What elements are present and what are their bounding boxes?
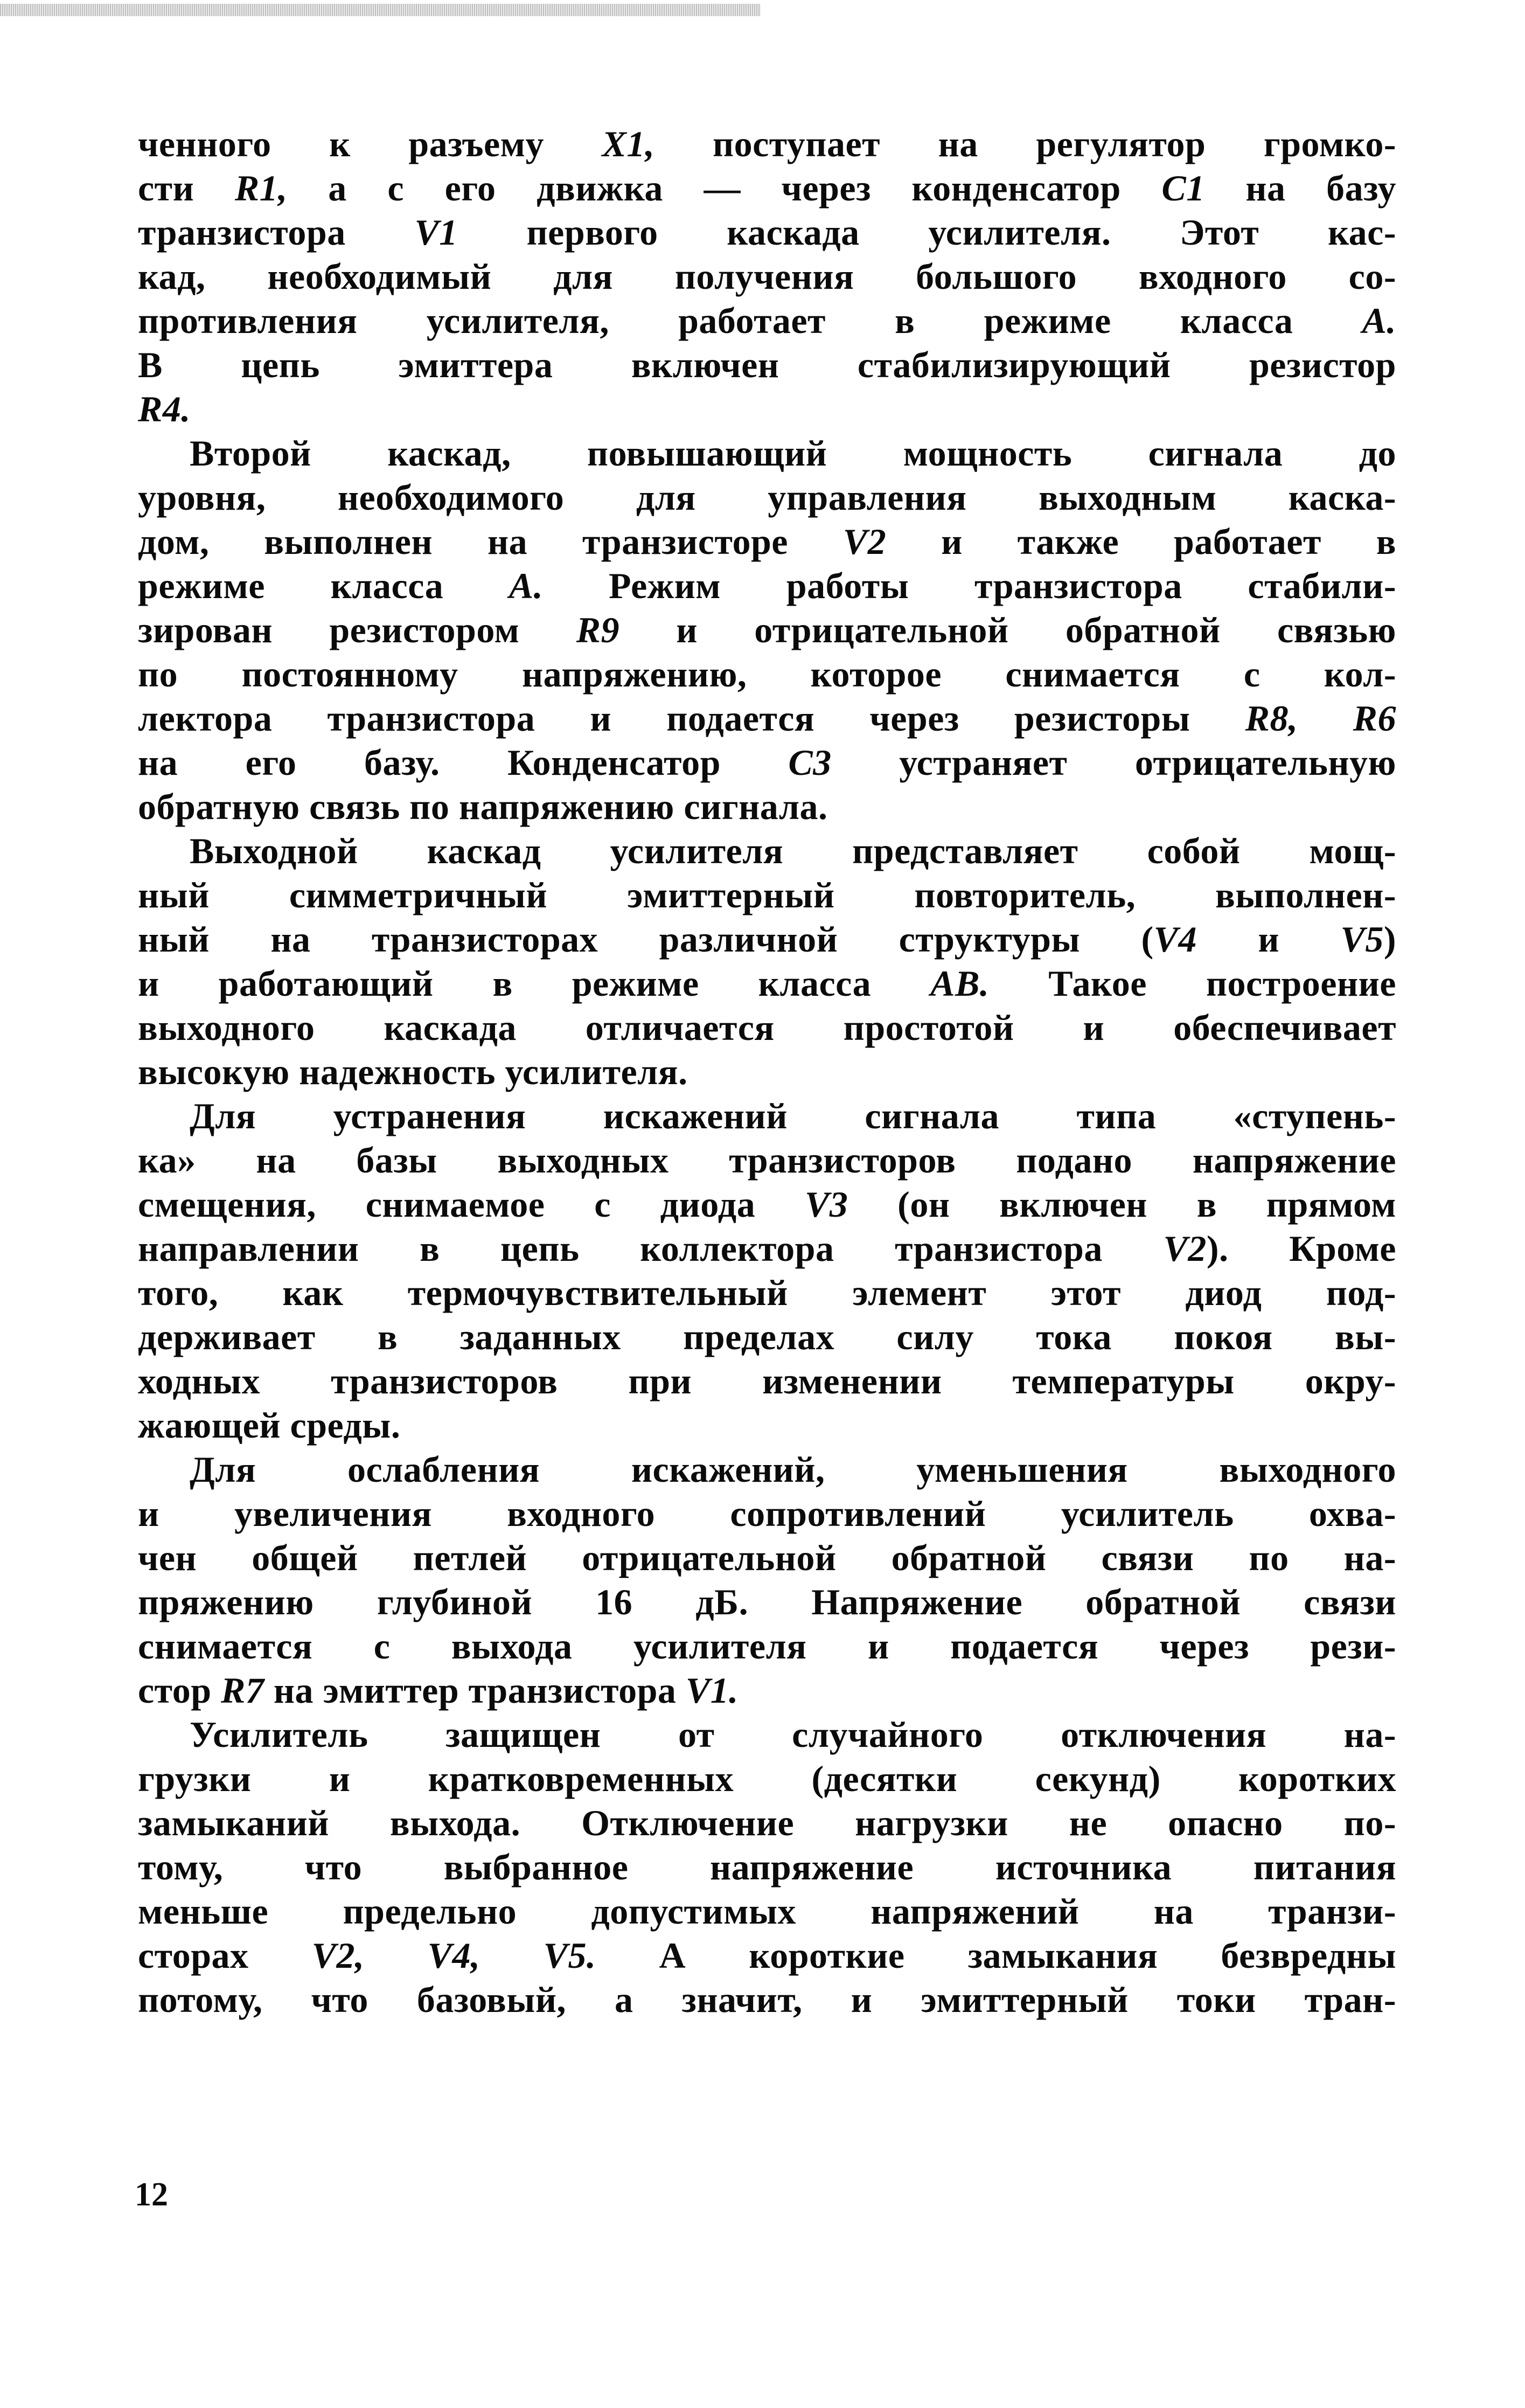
component-designator: V2 bbox=[1163, 1228, 1207, 1269]
text-run: ) bbox=[1383, 919, 1396, 960]
page-number: 12 bbox=[135, 2176, 168, 2213]
text-run: а с его движка — через конденсатор bbox=[287, 168, 1162, 209]
text-line bbox=[138, 696, 1396, 740]
text-run: и работающий в режиме класса bbox=[138, 963, 931, 1004]
text-line bbox=[138, 1050, 1396, 1094]
paragraph bbox=[138, 1712, 1396, 2022]
text-line bbox=[138, 1977, 1396, 2022]
text-run: выходного каскада отличается простотой и обеспечивает bbox=[138, 1007, 1396, 1048]
text-run: на базу bbox=[1204, 168, 1396, 209]
text-line bbox=[138, 1182, 1396, 1226]
text-run: поступает на регулятор громко- bbox=[654, 123, 1396, 164]
text-run: смещения, снимаемое с диода bbox=[138, 1184, 805, 1225]
text-line bbox=[138, 254, 1396, 299]
text-run: стор bbox=[138, 1670, 221, 1711]
text-run: и также работает в bbox=[886, 521, 1396, 562]
text-run: сти bbox=[138, 168, 235, 209]
text-line bbox=[138, 961, 1396, 1005]
text-line bbox=[138, 210, 1396, 254]
text-run: и отрицательной обратной связью bbox=[619, 609, 1396, 650]
text-run: Для устранения искажений сигнала типа «ступень- bbox=[190, 1095, 1396, 1136]
component-designator: C3 bbox=[788, 742, 832, 783]
text-line bbox=[138, 652, 1396, 696]
paragraph bbox=[138, 1094, 1396, 1447]
paragraph bbox=[138, 431, 1396, 829]
text-run: транзистора bbox=[138, 212, 415, 253]
text-line bbox=[138, 166, 1396, 210]
text-line bbox=[138, 785, 1396, 829]
text-run: Такое построение bbox=[989, 963, 1396, 1004]
text-line bbox=[138, 475, 1396, 519]
text-run: ный симметричный эмиттерный повторитель, выполнен- bbox=[138, 875, 1396, 915]
text-run: и bbox=[1197, 919, 1341, 960]
text-run: противления усилителя, работает в режиме класса bbox=[138, 300, 1362, 341]
text-run: тому, что выбранное напряжение источника питания bbox=[138, 1847, 1396, 1887]
text-line bbox=[138, 122, 1396, 166]
text-line bbox=[138, 829, 1396, 873]
component-designator: V1. bbox=[685, 1670, 739, 1711]
text-run: на его базу. Конденсатор bbox=[138, 742, 789, 783]
component-designator: V1 bbox=[414, 212, 458, 253]
text-run: пряжению глубиной 16 дБ. Напряжение обратной связи bbox=[138, 1581, 1396, 1622]
text-run: на эмиттер транзистора bbox=[264, 1670, 686, 1711]
text-line bbox=[138, 1580, 1396, 1624]
text-line bbox=[138, 519, 1396, 564]
text-run: направлении в цепь коллектора транзистора bbox=[138, 1228, 1164, 1269]
component-designator: X1, bbox=[602, 123, 655, 164]
paragraph bbox=[138, 122, 1396, 431]
text-run: замыканий выхода. Отключение нагрузки не опасно по- bbox=[138, 1802, 1396, 1843]
component-designator: R4. bbox=[138, 388, 191, 429]
text-line bbox=[138, 1403, 1396, 1447]
text-line bbox=[138, 1933, 1396, 1977]
text-line bbox=[138, 1094, 1396, 1138]
text-run: снимается с выхода усилителя и подается через рези- bbox=[138, 1626, 1396, 1667]
component-designator: V5 bbox=[1340, 919, 1384, 960]
component-designator: V2 bbox=[842, 521, 887, 562]
text-line bbox=[138, 1536, 1396, 1580]
text-line bbox=[138, 387, 1396, 431]
paragraph bbox=[138, 829, 1396, 1094]
text-line bbox=[138, 873, 1396, 917]
text-line bbox=[138, 299, 1396, 343]
text-line bbox=[138, 431, 1396, 475]
text-run: зирован резистором bbox=[138, 609, 576, 650]
component-designator: А. bbox=[509, 565, 544, 606]
text-run: Выходной каскад усилителя представляет собой мощ- bbox=[190, 830, 1396, 871]
text-run: кад, необходимый для получения большого входного со- bbox=[138, 256, 1396, 297]
component-designator: V3 bbox=[805, 1184, 848, 1225]
scan-noise-band bbox=[0, 4, 761, 16]
text-run: ный на транзисторах различной структуры ( bbox=[138, 919, 1154, 960]
text-run: того, как термочувствительный элемент этот диод под- bbox=[138, 1272, 1396, 1313]
text-run: высокую надежность усилителя. bbox=[138, 1051, 688, 1092]
component-designator: А. bbox=[1362, 300, 1396, 341]
text-run: режиме класса bbox=[138, 565, 509, 606]
text-run: устраняет отрицательную bbox=[831, 742, 1396, 783]
text-run: дом, выполнен на транзисторе bbox=[138, 521, 843, 562]
text-line bbox=[138, 1359, 1396, 1403]
text-run: лектора транзистора и подается через резисторы bbox=[138, 698, 1245, 739]
component-designator: V2, V4, V5. bbox=[311, 1935, 596, 1976]
text-run: и увеличения входного сопротивлений усилитель охва- bbox=[138, 1493, 1396, 1534]
text-line bbox=[138, 1138, 1396, 1182]
text-run: держивает в заданных пределах силу тока покоя вы- bbox=[138, 1316, 1396, 1357]
text-line bbox=[138, 740, 1396, 785]
text-run: сторах bbox=[138, 1935, 312, 1976]
text-run: потому, что базовый, а значит, и эмиттерный токи тран- bbox=[138, 1979, 1396, 2020]
component-designator: V4 bbox=[1153, 919, 1197, 960]
text-run: В цепь эмиттера включен стабилизирующий резистор bbox=[138, 344, 1396, 385]
text-run: обратную связь по напряжению сигнала. bbox=[138, 786, 828, 827]
text-run: Усилитель защищен от случайного отключения на- bbox=[190, 1714, 1396, 1755]
text-line bbox=[138, 1624, 1396, 1668]
text-line bbox=[138, 608, 1396, 652]
text-line bbox=[138, 1271, 1396, 1315]
text-run: ходных транзисторов при изменении температуры окру- bbox=[138, 1361, 1396, 1401]
text-line bbox=[138, 1005, 1396, 1050]
text-run: по постоянному напряжению, которое снимается с кол- bbox=[138, 654, 1396, 695]
component-designator: АВ. bbox=[930, 963, 990, 1004]
text-line bbox=[138, 1491, 1396, 1536]
text-line bbox=[138, 1668, 1396, 1712]
text-run: уровня, необходимого для управления выходным каска- bbox=[138, 477, 1396, 518]
text-run: жающей среды. bbox=[138, 1405, 401, 1446]
text-run: ченного к разъему bbox=[138, 123, 602, 164]
text-line bbox=[138, 564, 1396, 608]
text-line bbox=[138, 1845, 1396, 1889]
text-run: грузки и кратковременных (десятки секунд) коротких bbox=[138, 1758, 1396, 1799]
text-block bbox=[138, 122, 1396, 2022]
text-run: ). Кроме bbox=[1206, 1228, 1396, 1269]
text-line bbox=[138, 1757, 1396, 1801]
text-run: Для ослабления искажений, уменьшения выходного bbox=[190, 1449, 1396, 1490]
text-line bbox=[138, 1447, 1396, 1491]
text-line bbox=[138, 917, 1396, 961]
component-designator: R9 bbox=[576, 609, 619, 650]
text-run: чен общей петлей отрицательной обратной связи по на- bbox=[138, 1537, 1396, 1578]
text-line bbox=[138, 1315, 1396, 1359]
text-line bbox=[138, 1226, 1396, 1271]
component-designator: R7 bbox=[221, 1670, 264, 1711]
text-run: ка» на базы выходных транзисторов подано напряжение bbox=[138, 1140, 1396, 1181]
text-line bbox=[138, 343, 1396, 387]
text-run: Режим работы транзистора стабили- bbox=[543, 565, 1396, 606]
component-designator: R1, bbox=[234, 168, 288, 209]
text-run: Второй каскад, повышающий мощность сигнала до bbox=[190, 433, 1396, 474]
text-line bbox=[138, 1801, 1396, 1845]
text-run: (он включен в прямом bbox=[848, 1184, 1396, 1225]
component-designator: C1 bbox=[1161, 168, 1205, 209]
text-line bbox=[138, 1889, 1396, 1933]
text-run: А короткие замыкания безвредны bbox=[596, 1935, 1396, 1976]
component-designator: R8, R6 bbox=[1245, 698, 1396, 739]
text-run: первого каскада усилителя. Этот кас- bbox=[457, 212, 1396, 253]
text-run: меньше предельно допустимых напряжений на транзи- bbox=[138, 1891, 1396, 1932]
paragraph bbox=[138, 1447, 1396, 1712]
text-line bbox=[138, 1712, 1396, 1757]
